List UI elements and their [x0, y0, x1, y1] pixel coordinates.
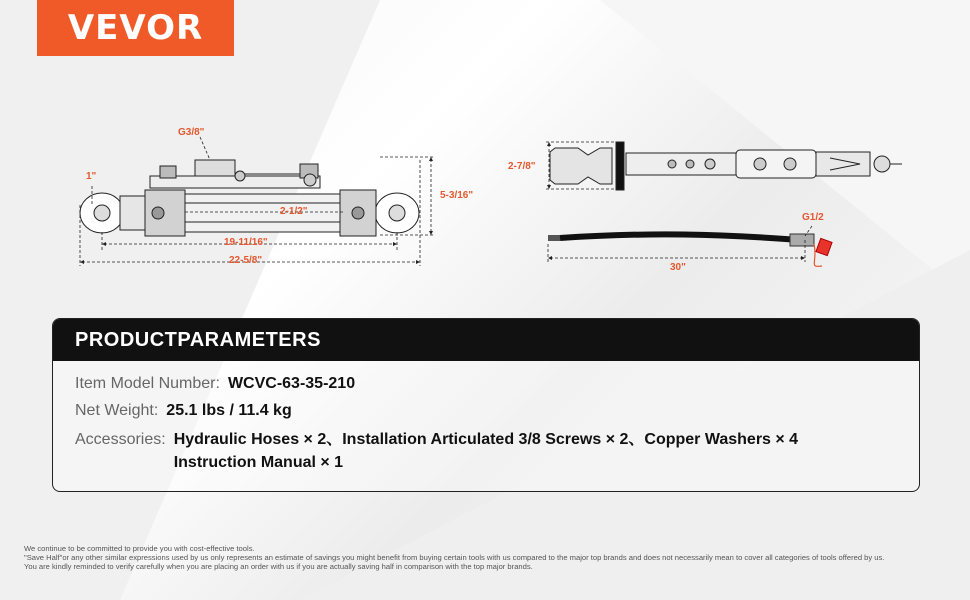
weight-label: Net Weight: — [75, 402, 159, 419]
fitting-size-label: G1/2 — [802, 212, 824, 223]
weight-row — [75, 402, 292, 420]
logo-text: VEVOR — [67, 8, 204, 48]
weight-value: 25.1 lbs / 11.4 kg — [166, 402, 292, 419]
accessories-line-2: Instruction Manual × 1 — [173, 454, 344, 471]
hydraulic-cylinder-drawing — [80, 160, 419, 236]
product-parameters-panel — [52, 318, 920, 492]
disclaimer — [24, 544, 959, 572]
parameters-header — [53, 319, 919, 361]
overall-length-label: 22-5/8" — [229, 255, 263, 266]
model-row — [75, 375, 355, 393]
top-link-width-label: 2-7/8" — [508, 161, 536, 172]
disclaimer-line-2: "Save Half"or any other similar expressions used by us only represents an estimate of savings you might benefit from buying certain tools with us compared to the major top brands and does not necessarily mean to cover all categories of tools offered by us. — [24, 553, 885, 563]
pin-to-pin-label: 19-11/16" — [224, 237, 268, 248]
height-label: 5-3/16" — [440, 190, 474, 201]
port-size-label: G3/8" — [178, 127, 205, 138]
accessories-line-1: Hydraulic Hoses × 2、Installation Articulated 3/8 Screws × 2、Copper Washers × 4 — [173, 431, 799, 448]
hydraulic-hose-drawing — [548, 234, 832, 266]
model-value: WCVC-63-35-210 — [227, 375, 356, 392]
top-link-drawing — [550, 142, 902, 190]
eye-diameter-label: 1" — [86, 171, 97, 182]
bore-diameter-label: 2-1/2" — [280, 206, 308, 217]
disclaimer-line-1: We continue to be committed to provide you with cost-effective tools. — [24, 544, 255, 553]
accessories-label: Accessories: — [75, 431, 166, 448]
accessories-row — [75, 428, 798, 474]
parameters-title: PRODUCTPARAMETERS — [75, 328, 321, 351]
model-label: Item Model Number: — [75, 375, 220, 392]
hose-length-label: 30" — [670, 262, 686, 273]
disclaimer-line-3: You are kindly reminded to verify carefully when you are placing an order with us if you are actually saving half in comparison with the top major brands. — [24, 562, 533, 572]
